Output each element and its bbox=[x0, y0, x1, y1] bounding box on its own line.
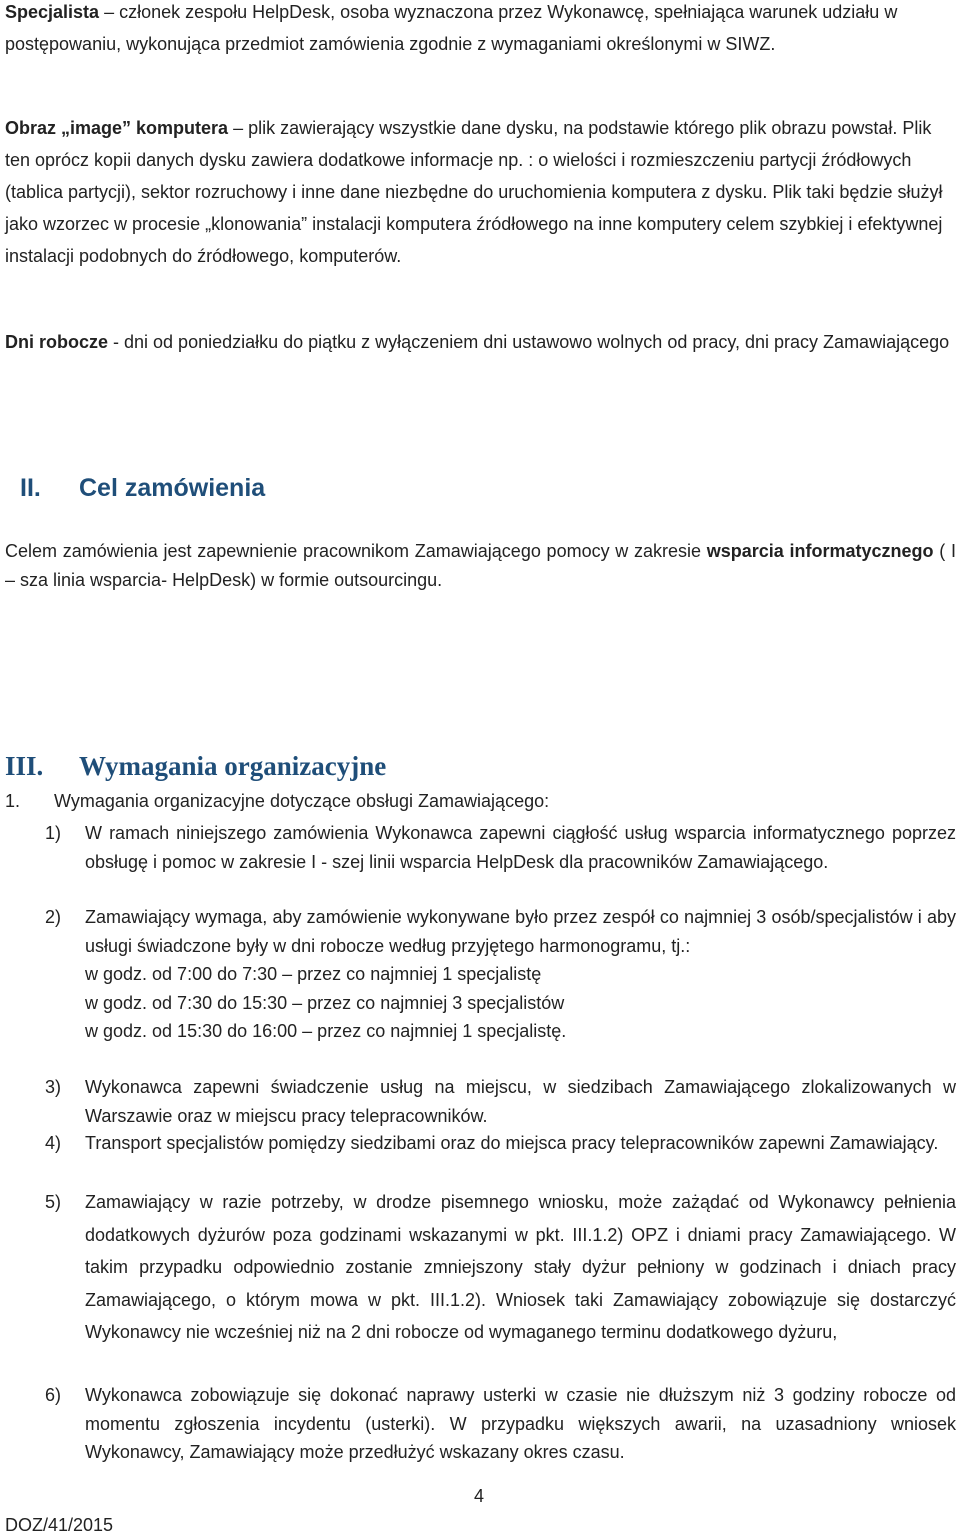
subsection-title: Wymagania organizacyjne dotyczące obsługi Zamawiającego: bbox=[54, 791, 550, 811]
section-cel-text bbox=[5, 537, 956, 595]
section-number: III. bbox=[5, 751, 44, 781]
cel-text-after: ( I – sza linia wsparcia- HelpDesk) w formie outsourcingu. bbox=[5, 541, 956, 590]
list-item bbox=[45, 1186, 956, 1349]
section-title: Wymagania organizacyjne bbox=[79, 751, 387, 781]
list-marker: 6) bbox=[45, 1385, 62, 1405]
section-title: Cel zamówienia bbox=[79, 474, 266, 502]
cel-text-before: Celem zamówienia jest zapewnienie pracownikom Zamawiającego pomocy w zakresie bbox=[5, 541, 707, 561]
definition-specjalista bbox=[5, 0, 956, 60]
list-item-text: Zamawiający wymaga, aby zamówienie wykonywane było przez zespół co najmniej 3 osób/specjalistów i aby usługi świadczone były w dni robocze według przyjętego harmonogramu, tj.: bbox=[85, 907, 956, 956]
list-marker: 4) bbox=[45, 1133, 62, 1153]
definition-term: Specjalista bbox=[5, 2, 100, 22]
list-item bbox=[45, 819, 956, 876]
list-item bbox=[45, 1073, 956, 1130]
schedule-line: w godz. od 7:00 do 7:30 – przez co najmniej 1 specjalistę bbox=[85, 964, 542, 984]
definition-text: - dni od poniedziałku do piątku z wyłączeniem dni ustawowo wolnych od pracy, dni pracy Zamawiającego bbox=[108, 332, 950, 352]
list-item-text: Wykonawca zobowiązuje się dokonać naprawy usterki w czasie nie dłuższym niż 3 godziny robocze od momentu zgłoszenia incydentu (usterki). W przypadku większych awarii, na uzasadniony wniosek Wykonawcy, Zamawiający może przedłużyć wskazany okres czasu. bbox=[85, 1385, 956, 1462]
list-item-text: W ramach niniejszego zamówienia Wykonawca zapewni ciągłość usług wsparcia informatycznego poprzez obsługę i pomoc w zakresie I - szej linii wsparcia HelpDesk dla pracowników Zamawiającego. bbox=[85, 823, 956, 872]
schedule-list bbox=[85, 960, 956, 1046]
schedule-line: w godz. od 7:30 do 15:30 – przez co najmniej 3 specjalistów bbox=[85, 992, 565, 1013]
section-number: II. bbox=[20, 474, 41, 502]
schedule-line: w godz. od 15:30 do 16:00 – przez co najmniej 1 specjalistę. bbox=[85, 1021, 567, 1041]
list-item bbox=[45, 903, 956, 1046]
subsection-number: 1. bbox=[5, 791, 21, 811]
list-item bbox=[45, 1129, 956, 1158]
list-marker: 3) bbox=[45, 1077, 62, 1097]
section-heading-wymagania bbox=[5, 748, 386, 784]
definition-obraz bbox=[5, 112, 956, 272]
list-marker: 1) bbox=[45, 823, 62, 843]
list-marker: 2) bbox=[45, 907, 62, 927]
list-item bbox=[45, 1381, 956, 1467]
section-heading-cel bbox=[5, 470, 265, 506]
list-item-text: Wykonawca zapewni świadczenie usług na miejscu, w siedzibach Zamawiającego zlokalizowanych w Warszawie oraz w miejscu pracy telepracowników. bbox=[85, 1077, 956, 1126]
definition-term: Obraz „image” komputera bbox=[5, 118, 229, 138]
page-number: 4 bbox=[474, 1486, 485, 1506]
list-item-text: Zamawiający w razie potrzeby, w drodze pisemnego wniosku, może zażądać od Wykonawcy pełnienia dodatkowych dyżurów poza godzinami wskazanymi w pkt. III.1.2) OPZ i dniami pracy Zamawiającego. W takim przypadku odpowiednio zostanie zmniejszony stały dyżur pełniony w godzinach i dniach pracy Zamawiającego, o którym mowa w pkt. III.1.2). Wniosek taki Zamawiający zobowiązuje się dostarczyć Wykonawcy nie wcześniej niż na 2 dni robocze od wymaganego terminu dodatkowego dyżuru, bbox=[85, 1192, 956, 1342]
definition-text: – członek zespołu HelpDesk, osoba wyznaczona przez Wykonawcę, spełniająca warunek udziału w postępowaniu, wykonująca przedmiot zamówienia zgodnie z wymaganiami określonymi w SIWZ. bbox=[5, 2, 898, 54]
definition-dni-robocze bbox=[5, 328, 956, 357]
definition-text: – plik zawierający wszystkie dane dysku, na podstawie którego plik obrazu powstał. Plik ten oprócz kopii danych dysku zawiera dodatkowe informacje np. : o wielości i rozmieszczeniu partycji źródłowych (tablica partycji), sektor rozruchowy i inne dane niezbędne do uruchomienia komputera z dysku. Plik taki będzie służył jako wzorzec w procesie „klonowania” instalacji komputera źródłowego na inne komputery celem szybkiej i efektywnej instalacji podobnych do źródłowego, komputerów. bbox=[5, 118, 943, 266]
definition-term: Dni robocze bbox=[5, 332, 109, 352]
document-reference: DOZ/41/2015 bbox=[5, 1515, 114, 1535]
subsection-heading bbox=[5, 786, 956, 816]
list-marker: 5) bbox=[45, 1192, 62, 1212]
list-item-text: Transport specjalistów pomiędzy siedzibami oraz do miejsca pracy telepracowników zapewni Zamawiający. bbox=[85, 1133, 939, 1153]
cel-text-bold: wsparcia informatycznego bbox=[706, 541, 934, 561]
